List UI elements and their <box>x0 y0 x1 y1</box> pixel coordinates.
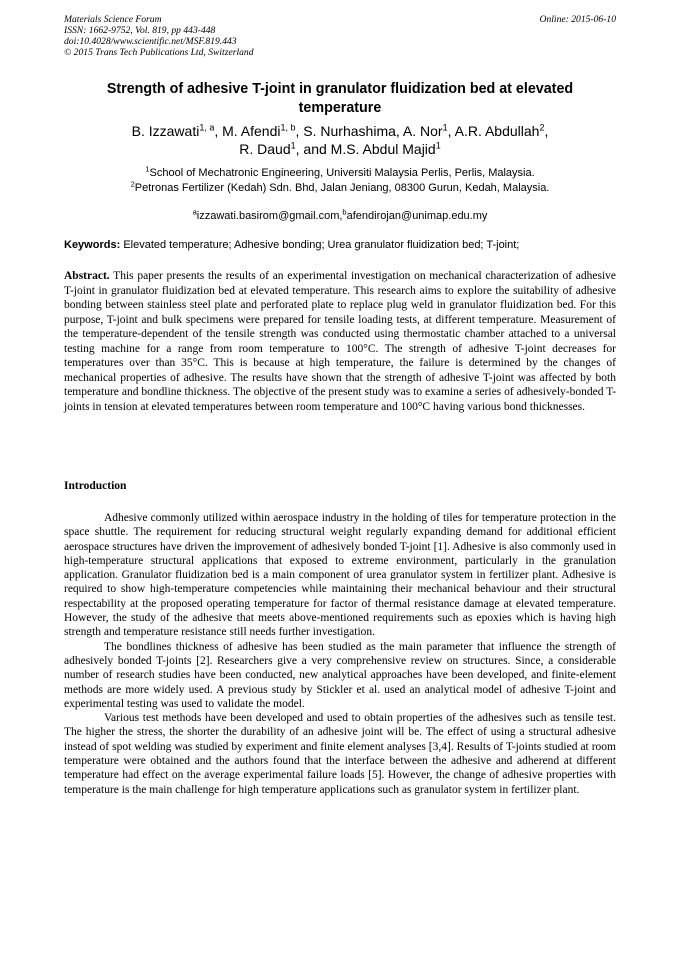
author-affiliation-mark: 1, a <box>199 122 215 133</box>
paragraph: Adhesive commonly utilized within aerospace industry in the holding of tiles for temperature protection in the space shuttle. The requirement for reducing structural weight regularly expanding demand for additional efficient aerospace structures have driven the improvement of adhesively bonded T-joint [1]. Adhesive is also commonly used in high-temperature structural applications that exposed to extreme environment, particularly in the granulation application. Granulator fluidization bed is a main component of urea granulator system in fertilizer plant. Adhesive is required to show high-temperature competencies while maintaining their mechanical behaviour and their structural respectability at the proposed operating temperature for factor of thermal resistance damage at elevated temperature. However, the study of the adhesive that meets above-mentioned requirements such as epoxies which is having high strength and temperature resistance still needs further investigation. <box>64 512 616 639</box>
author-name: M.S. Abdul Majid <box>330 141 436 157</box>
paragraph: The bondlines thickness of adhesive has been studied as the main parameter that influence the strength of adhesively bonded T-joints [2]. Researchers give a very comprehensive review on structures. Since, a considerable number of research studies have been conducted, new analytical approaches have been developed, and finite-element methods are more widely used. A previous study by Stickler et al. used an analytical model of adhesive T-joint and experimental testing was used to validate the model. <box>64 640 616 710</box>
author-list: B. Izzawati$^{1, a}$, M. Afendi$^{1, b}$, S. Nurhashima, A. Nor$^1$, A.R. Abdullah$^2$, R. Daud$^1$, and M.S. Abdul Majid$^1$ <box>131 122 549 157</box>
abstract <box>64 269 616 414</box>
author-affiliation-mark: 1 <box>290 140 296 151</box>
author-affiliation-mark: 1, b <box>280 122 296 133</box>
author-name: B. Izzawati <box>131 123 200 139</box>
abstract-text: This paper presents the results of an experimental investigation on mechanical characterization of adhesive T-joint in granulator fluidization bed at elevated temperature. This research aims to explore the suitability of adhesive bonding between stainless steel plate and perforated plate to replace plug weld in granulator fluidization bed. For this purpose, T-joint and bulk specimens were prepared for tensile loading tests, at different temperature. Measurement of the temperature-dependent of the tensile strength was conducted using thermostatic chamber attached to a universal testing machine for a range from room temperature to 100°C. The strength of adhesive T-joint decreases for temperatures over than 35°C. This is because at high temperature, the failure is determined by the changes of mechanical properties of adhesive. The results have shown that the strength of adhesive T-joint was affected by both temperature and bondline thickness. The objective of the present study was to examine a series of adhesively-bonded T-joints in tension at elevated temperatures between room temperature and 100°C having various bond thicknesses. <box>64 270 616 413</box>
author-affiliation-mark: 1 <box>442 122 448 133</box>
journal-header <box>64 14 616 58</box>
author-affiliation-mark: 2 <box>539 122 545 133</box>
abstract-label: Abstract. <box>64 270 110 282</box>
journal-doi: doi:10.4028/www.scientific.net/MSF.819.443 <box>64 36 237 47</box>
author-affiliation-mark: 1 <box>435 140 441 151</box>
paper-title: Strength of adhesive T-joint in granulator fluidization bed at elevated temperature <box>106 81 574 116</box>
author-name: R. Daud <box>239 141 291 157</box>
keywords-label: Keywords: <box>64 239 121 251</box>
journal-issn: ISSN: 1662-9752, Vol. 819, pp 443-448 <box>64 25 216 36</box>
journal-copyright: © 2015 Trans Tech Publications Ltd, Switzerland <box>64 47 254 58</box>
keywords-text: Elevated temperature; Adhesive bonding; Urea granulator fluidization bed; T-joint; <box>123 239 520 251</box>
author-name: A. Nor <box>402 123 443 139</box>
affiliations <box>64 166 616 195</box>
email-link[interactable]: izzawati.basirom@gmail.com, <box>196 210 343 222</box>
introduction-body <box>64 511 616 797</box>
online-date: Online: 2015-06-10 <box>539 14 616 25</box>
affiliation-2: $^2$Petronas Fertilizer (Kedah) Sdn. Bhd, Jalan Jeniang, 08300 Gurun, Kedah, Malaysia. <box>130 178 550 194</box>
keywords <box>64 238 616 252</box>
section-heading-introduction: Introduction <box>64 480 127 492</box>
affiliation-1: $^1$School of Mechatronic Engineering, Universiti Malaysia Perlis, Perlis, Malaysia. <box>145 164 535 179</box>
author-name: S. Nurhashima <box>303 123 396 139</box>
journal-name: Materials Science Forum <box>64 14 162 25</box>
paragraph: Various test methods have been developed and used to obtain properties of the adhesives such as tensile test. The higher the stress, the shorter the durability of an adhesive joint will be. The effect of using a structural adhesive instead of spot welding was studied by experiment and finite element analyses [3,4]. Results of T-joints studied at room temperature were obtained and the authors found that the interface between the adhesive and adherend at different temperature had effect on the average experimental failure loads [5]. However, the change of adhesive properties with temperature is the main challenge for high temperature applications such as granulator system in fertilizer plant. <box>64 712 616 796</box>
email-link[interactable]: afendirojan@unimap.edu.my <box>346 210 488 222</box>
author-name: A.R. Abdullah <box>454 123 540 139</box>
author-name: M. Afendi <box>222 123 281 139</box>
author-emails: $^a$izzawati.basirom@gmail.com,$^b$afendirojan@unimap.edu.my <box>192 207 488 222</box>
